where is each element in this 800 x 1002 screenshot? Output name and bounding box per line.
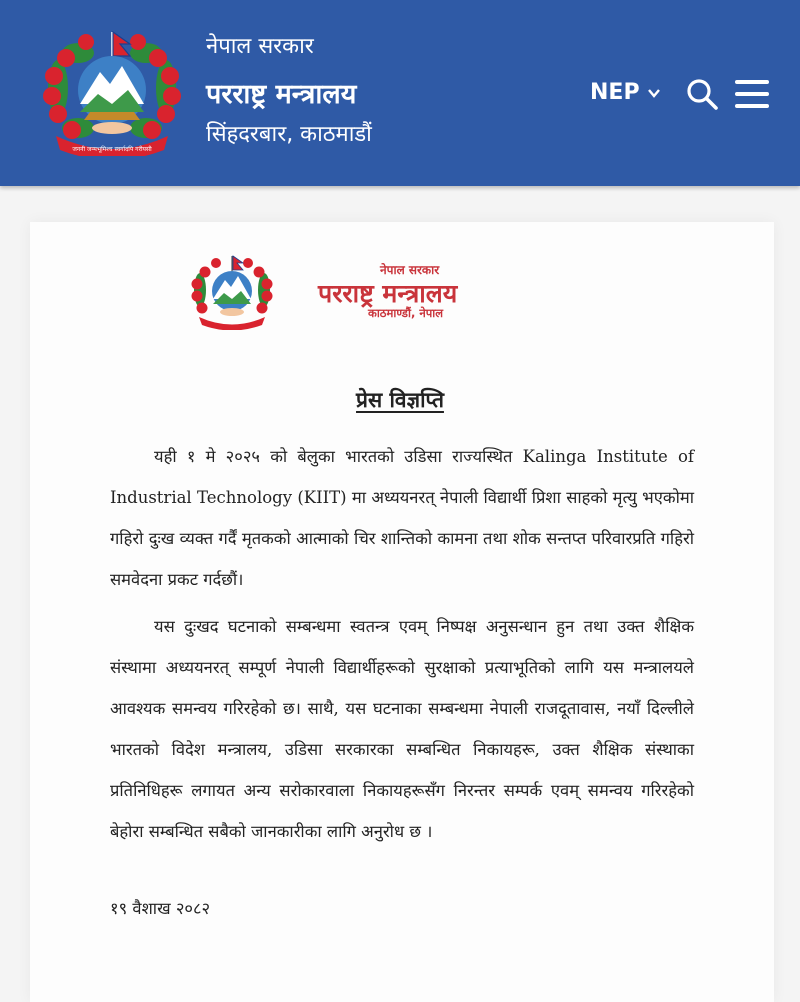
header-ministry-title[interactable]: परराष्ट्र मन्त्रालय	[206, 79, 357, 110]
letterhead-place: काठमाण्डौं, नेपाल	[368, 306, 444, 320]
language-label: NEP	[590, 80, 640, 105]
menu-button[interactable]	[734, 78, 770, 110]
letterhead-ministry: परराष्ट्र मन्त्रालय	[318, 279, 458, 308]
menu-icon	[734, 78, 770, 110]
press-release-paragraph-2: यस दुःखद घटनाको सम्बन्धमा स्वतन्त्र एवम् निष्पक्ष अनुसन्धान हुन तथा उक्त शैक्षिक संस्थामा अध्ययनरत् सम्पूर्ण नेपाली विद्यार्थीहरूको सुरक्षाको प्रत्याभूतिको लागि यस मन्त्रालयले आवश्यक समन्वय गरिरहेको छ। साथै, यस घटनाका सम्बन्धमा नेपाली राजदूतावास, नयाँ दिल्लीले भारतको विदेश मन्त्रालय, उडिसा सरकारका सम्बन्धित निकायहरू, उक्त शैक्षिक संस्थाका प्रतिनिधिहरू लगायत अन्य सरोकारवाला निकायहरूसँग निरन्तर सम्पर्क एवम् समन्वय गरिरहेको बेहोरा सम्बन्धित सबैको जानकारीका लागि अनुरोध छ ।	[110, 617, 694, 841]
search-icon	[686, 78, 718, 110]
letterhead-government: नेपाल सरकार	[380, 263, 440, 277]
header-location: सिंहदरबार, काठमाडौं	[206, 122, 372, 147]
press-release-title	[0, 386, 800, 414]
press-release-title-text: प्रेस विज्ञप्ति	[356, 388, 444, 412]
press-release-paragraph-1: यही १ मे २०२५ को बेलुका भारतको उडिसा राज्यस्थित Kalinga Institute of Industrial Technology (KIIT) मा अध्ययनरत् नेपाली विद्यार्थी प्रिशा साहको मृत्यु भएकोमा गहिरो दुःख व्यक्त गर्दैं मृतकको आत्माको चिर शान्तिको कामना तथा शोक सन्तप्त परिवारप्रति गहिरो समवेदना प्रकट गर्दछौं।	[110, 447, 694, 589]
search-button[interactable]	[686, 78, 718, 110]
emblem-icon[interactable]	[38, 28, 186, 156]
emblem-motto: जननी जन्मभूमिश्च स्वर्गादपि गरीयसी	[72, 146, 152, 153]
chevron-down-icon	[648, 88, 660, 98]
press-release-date: १९ वैशाख २०८२	[110, 899, 211, 918]
letterhead-emblem-icon	[188, 254, 276, 330]
header-government-label: नेपाल सरकार	[206, 34, 314, 59]
site-header	[0, 0, 800, 186]
language-selector[interactable]	[590, 80, 660, 105]
